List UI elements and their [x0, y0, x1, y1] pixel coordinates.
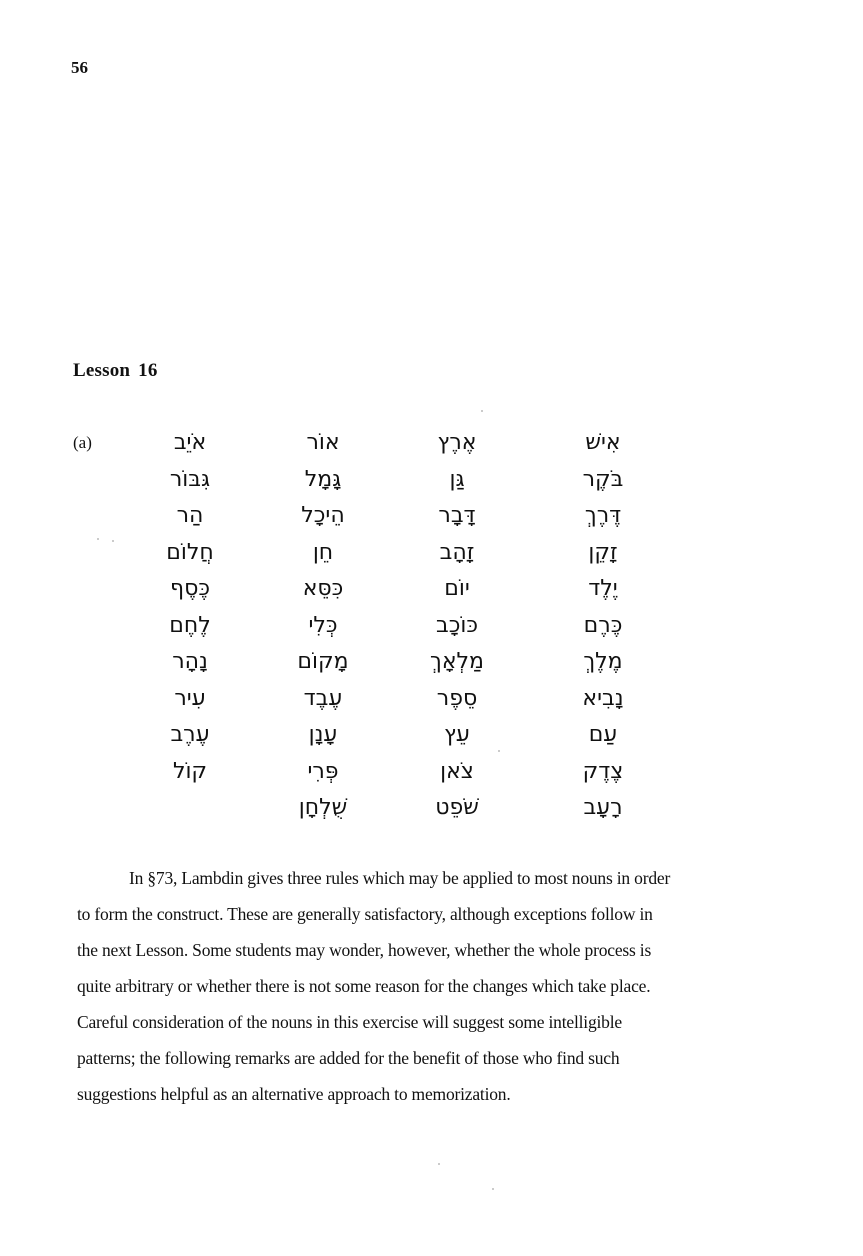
hebrew-word: כִּסֵּא — [302, 576, 344, 601]
scan-speck — [492, 1188, 494, 1190]
hebrew-word: סֵפֶר — [436, 685, 478, 711]
hebrew-word: כֶּסֶף — [170, 576, 210, 601]
hebrew-word: אֶרֶץ — [437, 430, 477, 455]
hebrew-word: צֹאן — [440, 758, 474, 784]
page-number: 56 — [71, 58, 88, 77]
hebrew-word: רָעָב — [583, 795, 623, 820]
hebrew-word: עָנָן — [308, 722, 338, 747]
lesson-heading — [73, 360, 158, 382]
hebrew-word: חֵן — [312, 539, 334, 565]
scan-speck — [438, 1163, 440, 1165]
hebrew-word: כְּלִי — [308, 612, 338, 638]
hebrew-word: חֲלוֹם — [166, 539, 214, 565]
hebrew-word: זָהָב — [439, 539, 475, 565]
paragraph-line: the next Lesson. Some students may wonder, however, whether the whole process is — [77, 940, 652, 960]
hebrew-word: כֶּרֶם — [583, 612, 623, 638]
exercise-label: (a) — [73, 433, 92, 452]
scan-speck — [481, 410, 483, 412]
paragraph-line: quite arbitrary or whether there is not some reason for the changes which take place. — [77, 976, 651, 996]
hebrew-word: אוֹר — [306, 430, 340, 455]
hebrew-word: יֶלֶד — [588, 576, 618, 601]
hebrew-word: יוֹם — [444, 576, 470, 601]
hebrew-word: הֵיכָל — [301, 503, 345, 528]
hebrew-word: אִישׁ — [585, 430, 621, 455]
hebrew-word: הַר — [176, 503, 204, 528]
paragraph-line: to form the construct. These are generally satisfactory, although exceptions follow in — [77, 904, 653, 924]
hebrew-word: מָקוֹם — [297, 649, 349, 674]
hebrew-word: זָקֵן — [588, 539, 618, 565]
word-column-1 — [558, 425, 648, 827]
hebrew-word: פְּרִי — [307, 758, 339, 784]
lesson-number: 16 — [138, 360, 158, 381]
hebrew-word: מֶלֶךְ — [583, 649, 623, 674]
hebrew-word-grid — [140, 425, 624, 825]
hebrew-word: נָהָר — [172, 649, 208, 674]
paragraph-line: In §73, Lambdin gives three rules which may be applied to most nouns in order — [129, 868, 671, 888]
hebrew-word: עֶרֶב — [170, 722, 210, 747]
body-paragraph — [77, 860, 737, 1112]
hebrew-word: גַּן — [449, 466, 465, 492]
word-column-4 — [145, 425, 235, 790]
hebrew-word: גָּמָל — [304, 466, 342, 492]
word-column-2 — [412, 425, 502, 827]
hebrew-word: גִּבּוֹר — [169, 466, 211, 492]
hebrew-word: לֶחֶם — [169, 612, 211, 638]
hebrew-word: עַם — [588, 722, 618, 747]
paragraph-line: suggestions helpful as an alternative approach to memorization. — [77, 1084, 511, 1104]
hebrew-word: שֹׁפֵט — [435, 795, 479, 820]
hebrew-word: עֶבֶד — [303, 685, 343, 711]
hebrew-word: כּוֹכָב — [436, 612, 478, 638]
lesson-label: Lesson — [73, 360, 131, 381]
paragraph-line: patterns; the following remarks are added for the benefit of those who find such — [77, 1048, 620, 1068]
hebrew-word: דֶּרֶךְ — [584, 503, 622, 528]
hebrew-word: קוֹל — [172, 758, 208, 784]
paragraph-line: Careful consideration of the nouns in this exercise will suggest some intelligible — [77, 1012, 622, 1032]
hebrew-word: נָבִיא — [582, 685, 624, 711]
scan-speck — [97, 538, 99, 540]
word-column-3 — [278, 425, 368, 827]
hebrew-word: דָּבָר — [438, 503, 476, 528]
hebrew-word: מַלְאָךְ — [430, 649, 484, 674]
hebrew-word: צֶדֶק — [582, 758, 624, 784]
hebrew-word: עֵץ — [444, 722, 470, 747]
hebrew-word: אֹיֵב — [173, 430, 207, 455]
hebrew-word: בֹּקֶר — [582, 466, 624, 492]
hebrew-word: שֻׁלְחָן — [298, 795, 348, 820]
scan-speck — [498, 750, 500, 752]
scan-speck — [112, 540, 114, 542]
hebrew-word: עִיר — [174, 685, 206, 711]
